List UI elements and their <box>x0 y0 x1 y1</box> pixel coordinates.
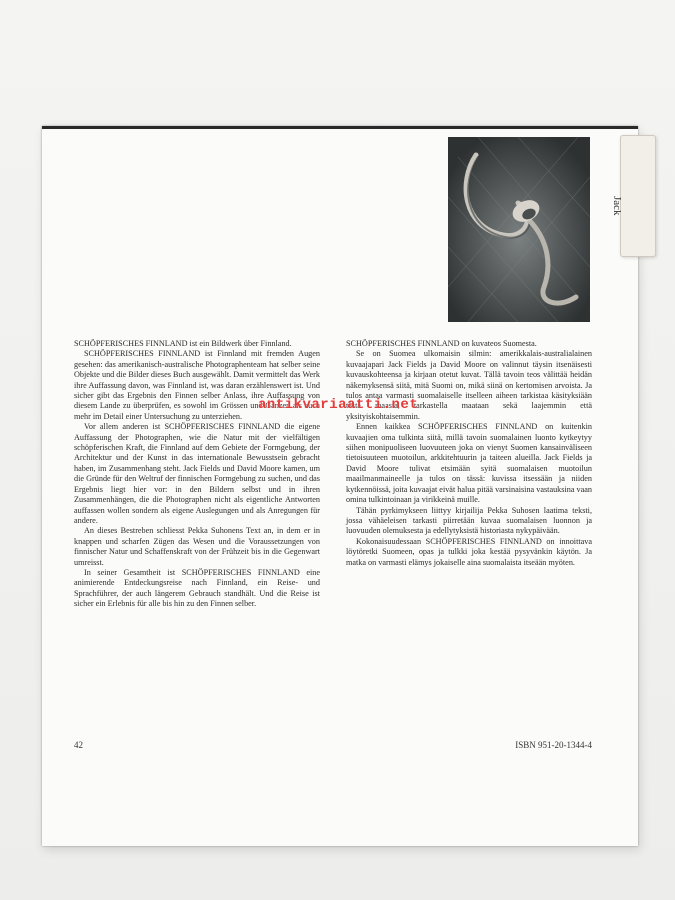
paragraph: Tähän pyrkimykseen liittyy kirjailija Pekka Suhosen laatima teksti, jossa vähäeleisen tarkasti piirretään kuvaa suomalaisen luonnon ja luovuuden olemuksesta ja edellytyksistä historiasta nykypäivään. <box>346 505 592 536</box>
paragraph: Kokonaisuudessaan SCHÖPFERISCHES FINNLAND on innoittava löytöretki Suomeen, opas ja tulkki joka kestää pysyvänkin käytön. Ja matka on varmasti elämys jokaiselle aina suomalaista itseään myöten. <box>346 536 592 567</box>
finnish-text-column <box>346 339 592 568</box>
paragraph: SCHÖPFERISCHES FINNLAND on kuvateos Suomesta. <box>346 339 537 348</box>
paragraph: Vor allem anderen ist SCHÖPFERISCHES FINNLAND die eigene Auffassung der Photographen, wie die Natur mit der vielfältigen schöpferischen Kraft, die Finnland auf dem Gebiete der Formgebung, der Architektur und der Kunst in das internationale Bewusstsein gebracht haben, im Zusammenhang steht. Jack Fields und David Moore kamen, um die Gründe für den Weltruf der finnischen Formgebung zu suchen, und das Ergebnis liegt hier vor: in den Bildern selbst und in ihren Zusammenhängen, die die Photographen nicht als eigentliche Antworten auffassen wollen sondern als eigene Auslegungen und als Anregungen für andere. <box>74 422 320 525</box>
watermark: antikvariaatti.net <box>258 397 419 413</box>
cover-photo <box>448 137 590 322</box>
paragraph: Se on Suomea ulkomaisin silmin: amerikkalais-australialainen kuvaajapari Jack Fields ja David Moore on valinnut täysin itsenäisesti kuvauskohteensa ja kirjaan otetut kuvat. Tällä tavoin teos välittää heidän näkemyksensä siitä, mitä Suomi on, mikä siinä on kertomisen arvoista. Ja tulos antaa varmasti suomalaiselle itselleen aiheen tarkistaa käsityksiään tästä maasta, tarkastella maataan sekä laajemmin että yksityiskohtaisemmin. <box>346 349 592 421</box>
paragraph: In seiner Gesamtheit ist SCHÖPFERISCHES FINNLAND eine animierende Entdeckungsreise nach Finnland, ein Reise- und Sprachführer, der auch längerem Gebrauch standhält. Und die Reise ist sicher ein Erlebnis für alle bis hin zu den Finnen selber. <box>74 567 320 609</box>
paragraph: Ennen kaikkea SCHÖPFERISCHES FINNLAND on kuitenkin kuvaajien oma tulkinta siitä, millä tavoin suomalainen luonto kytkeytyy siihen monipuoliseen luovuuteen joka on vienyt Suomen kansainväliseen tietoisuuteen muotoilun, arkkitehtuurin ja taiteen alueilla. Jack Fields ja David Moore tulivat etsimään syitä suomalaisen muotoilun maailmanmaineelle ja tulos on tässä: kuvissa itsessään ja niiden kytkennöissä, joita kuvaajat eivät halua pitää varsinaisina vastauksina vaan omina tulkintoinaan ja virikkeinä muille. <box>346 422 592 505</box>
paragraph: SCHÖPFERISCHES FINNLAND ist Finnland mit fremden Augen gesehen: das amerikanisch-australische Photographenteam hat selber seine Objekte und die Bilder dieses Buch ausgewählt. Damit vermittelt das Werk ihre Auffassung davon, was Finnland ist, was daran erzählenswert ist. Und sicher gibt das Ergebnis den Finnen selber Anlass, ihre Auffassung von diesem Lande zu überprüfen, es sowohl im Grössen und Ganzen als auch mehr im Detail einer Untersuchung zu unterziehen. <box>74 349 320 421</box>
page-number: 42 <box>74 740 83 750</box>
cast-iron-hook-icon <box>448 137 590 322</box>
german-text-column <box>74 339 320 610</box>
sticker-text: Jack <box>611 196 623 216</box>
paragraph: An dieses Bestreben schliesst Pekka Suhonens Text an, in dem er in knappen und scharfen Zügen das Wesen und die Voraussetzungen von finnischer Natur und Schaffenskraft von der Frühzeit bis in die Gegenwart umreisst. <box>74 526 320 567</box>
paragraph: SCHÖPFERISCHES FINNLAND ist ein Bildwerk über Finnland. <box>74 339 292 348</box>
isbn: ISBN 951-20-1344-4 <box>515 740 592 750</box>
library-sticker <box>611 135 656 257</box>
